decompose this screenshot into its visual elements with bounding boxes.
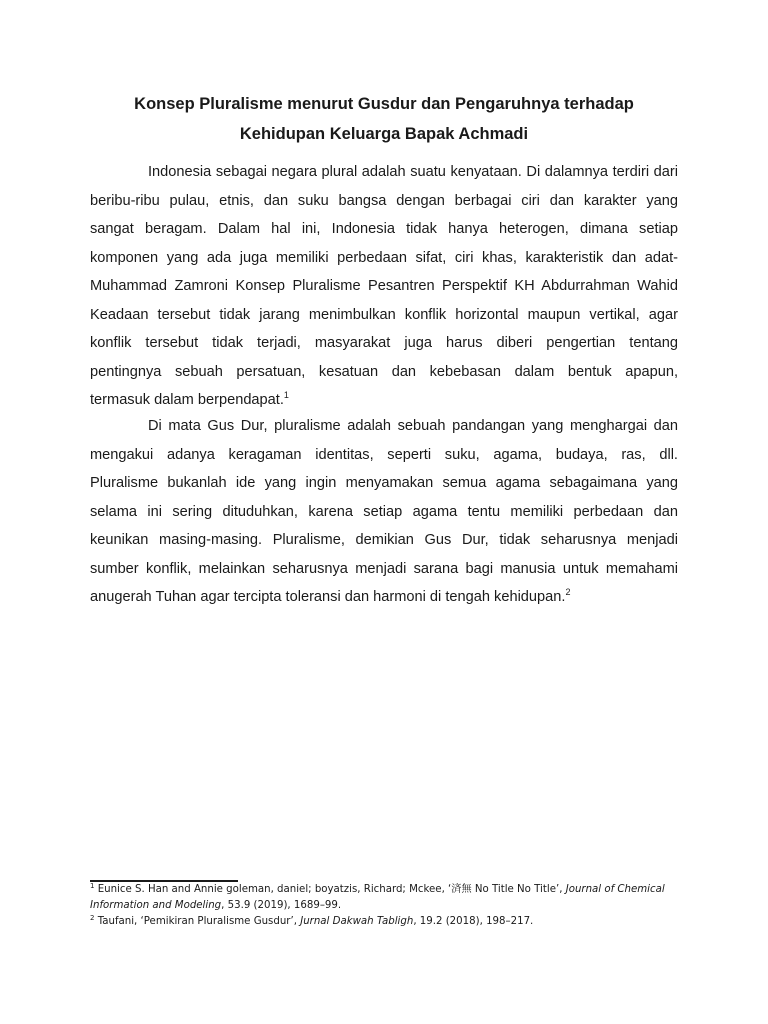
footnote-1 bbox=[90, 882, 690, 898]
paragraph-2 bbox=[90, 412, 678, 612]
footnote-ref-2[interactable]: 2 bbox=[565, 587, 571, 597]
footnote-text: , 53.9 (2019), 1689–99. bbox=[221, 900, 342, 911]
paragraph-line: komponen yang ada juga memiliki perbedaan sifat, ciri khas, karakteristik dan adat- bbox=[90, 249, 678, 266]
paragraph-line: keunikan masing-masing. Pluralisme, demikian Gus Dur, tidak seharusnya menjadi bbox=[90, 532, 678, 548]
footnote-journal: Journal of Chemical bbox=[565, 884, 665, 895]
footnote-text: Eunice S. Han and Annie goleman, daniel; boyatzis, Richard; Mckee, ‘済無 No Title No Title’, bbox=[94, 884, 566, 895]
footnote-ref-1[interactable]: 1 bbox=[283, 390, 289, 400]
footnote-journal: Jurnal Dakwah Tabligh bbox=[300, 916, 414, 927]
paragraph-line: Muhammad Zamroni Konsep Pluralisme Pesantren Perspektif KH Abdurrahman Wahid bbox=[90, 278, 678, 294]
paragraph-line bbox=[90, 583, 678, 612]
paragraph-line-text: termasuk dalam berpendapat. bbox=[90, 392, 284, 408]
paragraph-line: sangat beragam. Dalam hal ini, Indonesia tidak hanya heterogen, dimana setiap bbox=[90, 221, 678, 237]
paragraph-line: sumber konflik, melainkan seharusnya menjadi sarana bagi manusia untuk memahami bbox=[90, 560, 678, 577]
footnote-number: 2 bbox=[90, 914, 95, 922]
footnote-number: 1 bbox=[90, 882, 95, 890]
paragraph-line: Indonesia sebagai negara plural adalah suatu kenyataan. Di dalamnya terdiri dari bbox=[148, 164, 678, 180]
paragraph-line: konflik tersebut tidak terjadi, masyarakat juga harus diberi pengertian tentang bbox=[90, 335, 678, 351]
paragraph-line-text: anugerah Tuhan agar tercipta toleransi dan harmoni di tengah kehidupan. bbox=[90, 589, 566, 605]
title-line-1: Konsep Pluralisme menurut Gusdur dan Pengaruhnya terhadap bbox=[134, 95, 634, 113]
footnote-1-continued bbox=[90, 898, 690, 914]
paragraph-line: mengakui adanya keragaman identitas, seperti suku, agama, budaya, ras, dll. bbox=[90, 446, 678, 463]
paragraph-line: Keadaan tersebut tidak jarang menimbulkan konflik horizontal maupun vertikal, agar bbox=[90, 306, 678, 323]
footnote-text: , 19.2 (2018), 198–217. bbox=[413, 916, 534, 927]
paragraph-line: Di mata Gus Dur, pluralisme adalah sebuah pandangan yang menghargai dan bbox=[148, 418, 678, 434]
document-title bbox=[90, 89, 678, 149]
title-line-2: Kehidupan Keluarga Bapak Achmadi bbox=[239, 125, 529, 143]
footnote-text: Taufani, ‘Pemikiran Pluralisme Gusdur’, bbox=[94, 916, 301, 927]
paragraph-line: Pluralisme bukanlah ide yang ingin menyamakan semua agama sebagaimana yang bbox=[90, 475, 678, 491]
paragraph-1 bbox=[90, 158, 678, 415]
paragraph-line: beribu-ribu pulau, etnis, dan suku bangsa dengan berbagai ciri dan karakter yang bbox=[90, 192, 678, 209]
paragraph-line bbox=[90, 386, 678, 415]
footnote-2 bbox=[90, 914, 690, 930]
paragraph-line: selama ini sering dituduhkan, karena setiap agama tentu memiliki perbedaan dan bbox=[90, 503, 678, 520]
footnotes bbox=[90, 882, 690, 930]
paragraph-line: pentingnya sebuah persatuan, kesatuan dan kebebasan dalam bentuk apapun, bbox=[90, 363, 678, 380]
footnote-journal: Information and Modeling bbox=[90, 900, 222, 911]
